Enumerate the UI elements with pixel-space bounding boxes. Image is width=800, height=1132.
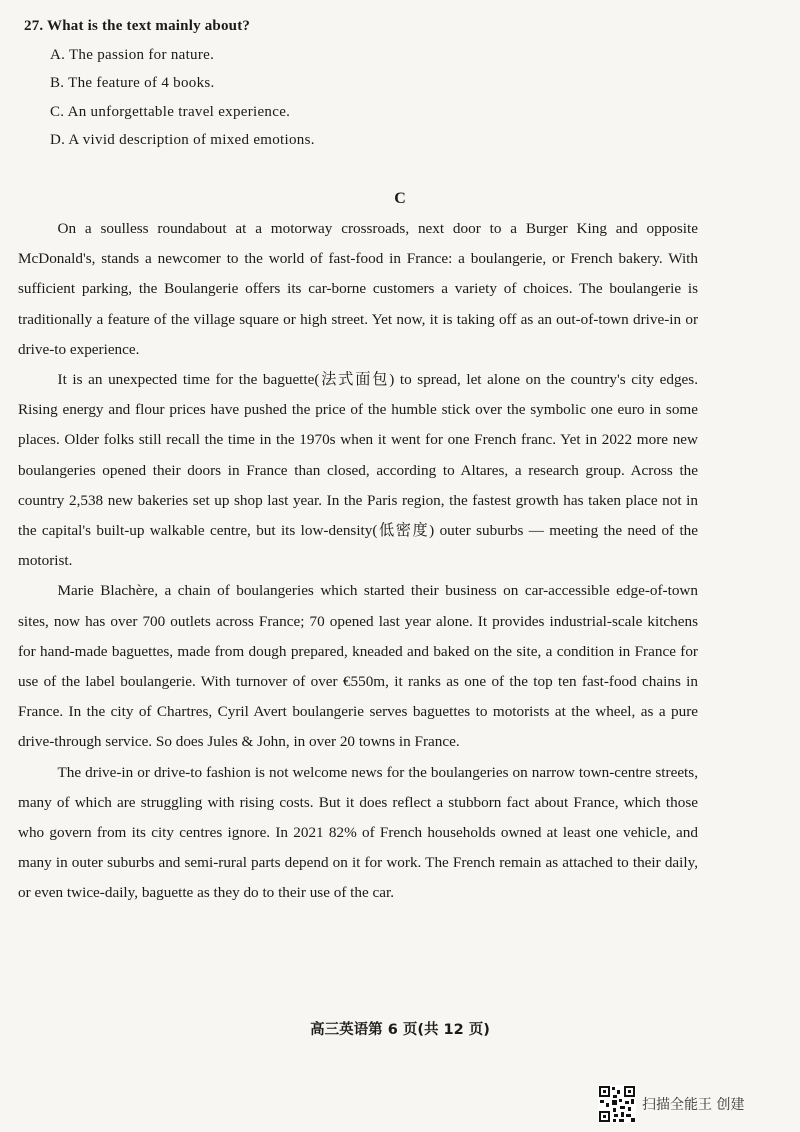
option-b: B. The feature of 4 books. — [50, 75, 215, 91]
reading-passage — [18, 214, 698, 909]
option-d: D. A vivid description of mixed emotions. — [50, 132, 315, 148]
paragraph-1: On a soulless roundabout at a motorway crossroads, next door to a Burger King and opposite McDonald's, stands a newcomer to the world of fast-food in France: a boulangerie, or French bakery. With sufficient parking, the Boulangerie offers its car-borne customers a variety of choices. The boulangerie is traditionally a feature of the village square or high street. Yet now, it is taking off as an out-of-town drive-in or drive-to experience. — [18, 220, 698, 358]
paragraph-4: The drive-in or drive-to fashion is not welcome news for the boulangeries on narrow town-centre streets, many of which are struggling with rising costs. But it does reflect a stubborn fact about France, which those who govern from its city centres ignore. In 2021 82% of French households owned at least one vehicle, and many in outer suburbs and semi-rural parts depend on it for work. The French remain as attached to their daily, or even twice-daily, baguette as they do to their use of the car. — [18, 763, 698, 902]
question-stem: 27. What is the text mainly about? — [24, 18, 251, 34]
section-heading: C — [394, 190, 406, 207]
scanner-label: 扫描全能王 创建 — [642, 1097, 745, 1113]
option-c: C. An unforgettable travel experience. — [50, 104, 291, 120]
option-a: A. The passion for nature. — [50, 47, 215, 63]
scanner-watermark — [598, 1085, 744, 1123]
qr-code-icon — [598, 1085, 636, 1123]
paragraph-2: It is an unexpected time for the baguette(法式面包) to spread, let alone on the country's city edges. Rising energy and flour prices have pushed the price of the humble stick over the symbolic one euro in some places. Older folks still recall the time in the 1970s when it went for one French franc. Yet in 2022 more new boulangeries opened their doors in France than closed, according to Altares, a research group. Across the country 2,538 new bakeries set up shop last year. In the Paris region, the fastest growth has taken place not in the capital's built-up walkable centre, but its low-density(低密度) outer suburbs — meeting the need of the motorist. — [18, 371, 698, 570]
page-footer: 高三英语第 6 页(共 12 页) — [310, 1022, 490, 1038]
paragraph-3: Marie Blachère, a chain of boulangeries which started their business on car-accessible edge-of-town sites, now has over 700 outlets across France; 70 opened last year alone. It provides industrial-scale kitchens for hand-made baguettes, made from dough prepared, kneaded and baked on the site, a condition in France for use of the label boulangerie. With turnover of over €550m, it ranks as one of the top ten fast-food chains in France. In the city of Chartres, Cyril Avert boulangerie serves baguettes to motorists at the wheel, as a pure drive-through service. So does Jules & John, in over 20 towns in France. — [18, 582, 698, 751]
